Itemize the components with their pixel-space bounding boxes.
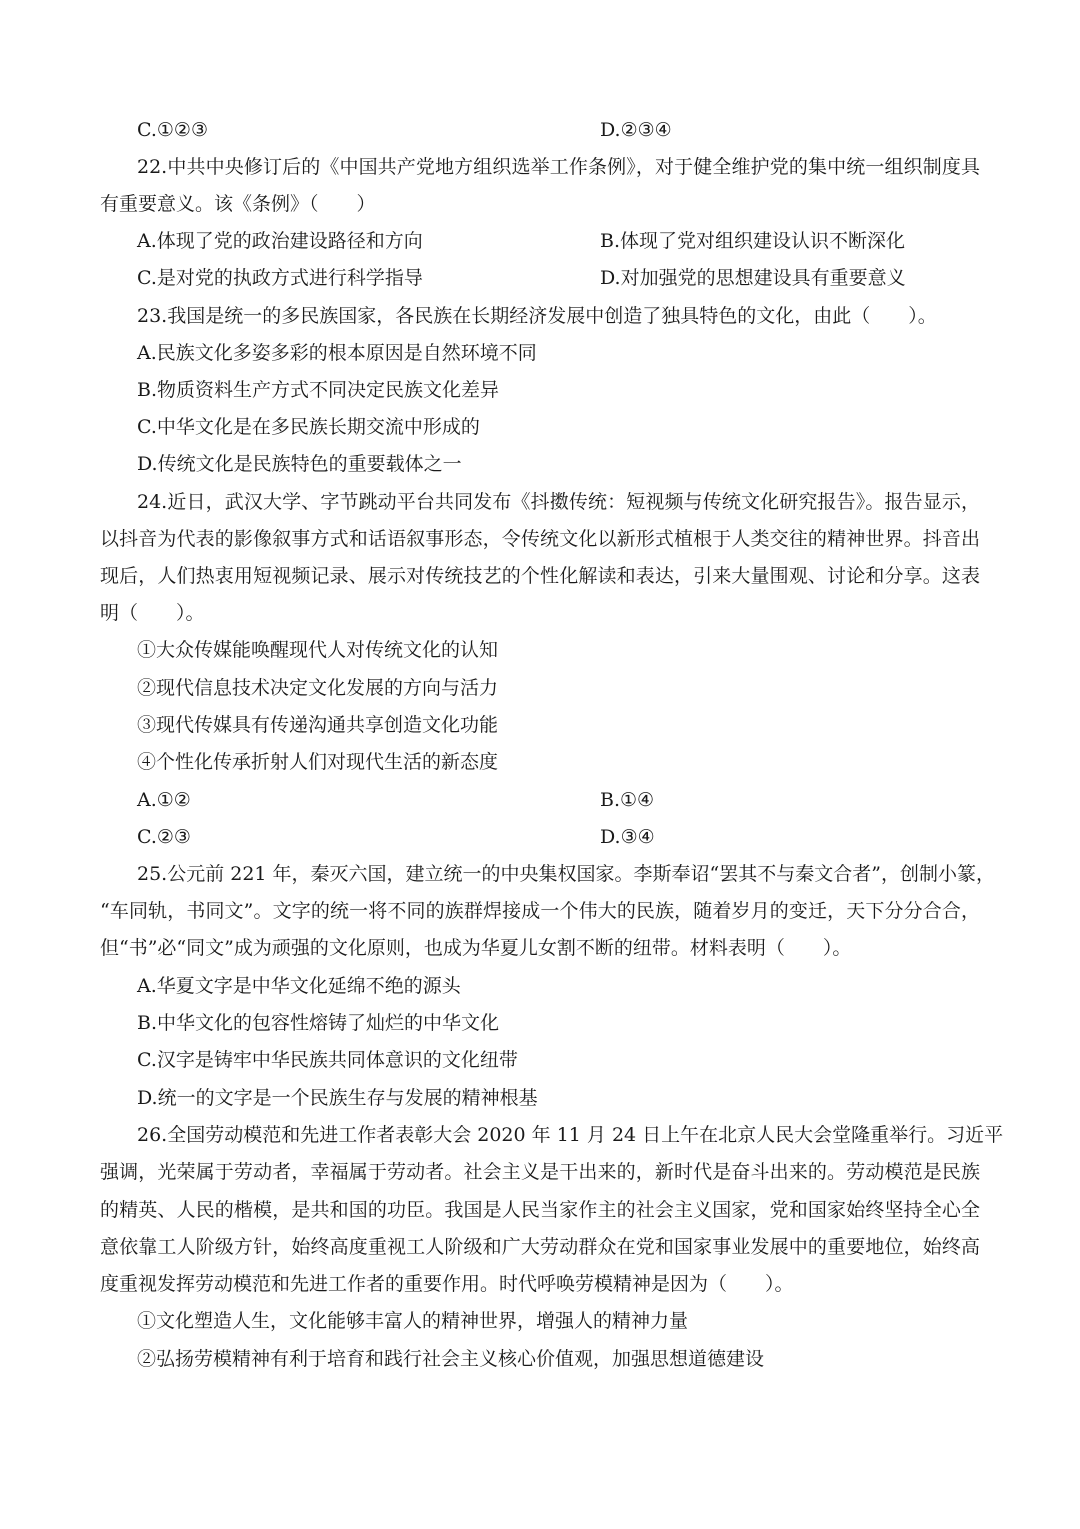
q25-option-c: C.汉字是铸牢中华民族共同体意识的文化纽带 [137, 1049, 518, 1071]
q22-options-row-cd [137, 260, 980, 297]
q24-option-a: A.①② [137, 789, 191, 811]
q25-stem-line-3: 但“书”必“同文”成为顽强的文化原则，也成为华夏儿女割不断的纽带。材料表明（ ）。 [100, 937, 852, 959]
q24-stem-line-4: 明（ ）。 [100, 602, 205, 624]
q23-stem: 23.我国是统一的多民族国家，各民族在长期经济发展中创造了独具特色的文化，由此（ ）。 [137, 305, 937, 327]
q25-option-d: D.统一的文字是一个民族生存与发展的精神根基 [137, 1087, 538, 1109]
q23-option-b: B.物质资料生产方式不同决定民族文化差异 [137, 379, 500, 401]
q22-option-a: A.体现了党的政治建设路径和方向 [137, 230, 423, 252]
q24-options-row-ab [137, 782, 980, 819]
q21-option-d: D.②③④ [600, 119, 672, 141]
q25-stem-line-1: 25.公元前 221 年，秦灭六国，建立统一的中央集权国家。李斯奉诏“罢其不与秦文合者”，创制小篆， [137, 863, 995, 885]
q23-option-c: C.中华文化是在多民族长期交流中形成的 [137, 416, 480, 438]
q24-option-b: B.①④ [600, 789, 655, 811]
q26-statement-2: ②弘扬劳模精神有利于培育和践行社会主义核心价值观，加强思想道德建设 [137, 1348, 765, 1370]
q24-statement-1: ①大众传媒能唤醒现代人对传统文化的认知 [137, 639, 499, 661]
q23-option-a: A.民族文化多姿多彩的根本原因是自然环境不同 [137, 342, 537, 364]
q24-stem-line-2: 以抖音为代表的影像叙事方式和话语叙事形态，令传统文化以新形式植根于人类交往的精神世界。抖音出 [100, 528, 980, 550]
q25-option-a: A.华夏文字是中华文化延绵不绝的源头 [137, 975, 461, 997]
q25-option-b: B.中华文化的包容性熔铸了灿烂的中华文化 [137, 1012, 500, 1034]
q22-option-d: D.对加强党的思想建设具有重要意义 [600, 267, 906, 289]
q22-stem-line-2: 有重要意义。该《条例》（ ） [100, 193, 376, 215]
q26-stem-line-5: 度重视发挥劳动模范和先进工作者的重要作用。时代呼唤劳模精神是因为（ ）。 [100, 1273, 794, 1295]
q22-option-b: B.体现了党对组织建设认识不断深化 [600, 230, 906, 252]
q26-statement-1: ①文化塑造人生，文化能够丰富人的精神世界，增强人的精神力量 [137, 1310, 689, 1332]
q24-statement-3: ③现代传媒具有传递沟通共享创造文化功能 [137, 714, 499, 736]
q21-options-row-cd [137, 112, 980, 149]
q24-option-d: D.③④ [600, 826, 655, 848]
q24-stem-line-3: 现后，人们热衷用短视频记录、展示对传统技艺的个性化解读和表达，引来大量围观、讨论和分享。这表 [100, 565, 980, 587]
q26-stem-line-3: 的精英、人民的楷模，是共和国的功臣。我国是人民当家作主的社会主义国家，党和国家始终坚持全心全 [100, 1199, 980, 1221]
q26-stem-line-2: 强调，光荣属于劳动者，幸福属于劳动者。社会主义是干出来的，新时代是奋斗出来的。劳动模范是民族 [100, 1161, 980, 1183]
q22-options-row-ab [137, 223, 980, 260]
q24-options-row-cd [137, 819, 980, 856]
q26-stem-line-4: 意依靠工人阶级方针，始终高度重视工人阶级和广大劳动群众在党和国家事业发展中的重要地位，始终高 [100, 1236, 980, 1258]
q26-stem-line-1: 26.全国劳动模范和先进工作者表彰大会 2020 年 11 月 24 日上午在北京人民大会堂隆重举行。习近平 [137, 1124, 1004, 1146]
q22-option-c: C.是对党的执政方式进行科学指导 [137, 267, 423, 289]
q21-option-c: C.①②③ [137, 119, 208, 141]
q24-stem-line-1: 24.近日，武汉大学、字节跳动平台共同发布《抖擞传统：短视频与传统文化研究报告》。报告显示， [137, 491, 980, 513]
q24-statement-4: ④个性化传承折射人们对现代生活的新态度 [137, 751, 499, 773]
q25-stem-line-2: “车同轨，书同文”。文字的统一将不同的族群焊接成一个伟大的民族，随着岁月的变迁，天下分分合合， [100, 900, 980, 922]
q23-option-d: D.传统文化是民族特色的重要载体之一 [137, 453, 462, 475]
q24-option-c: C.②③ [137, 826, 191, 848]
q24-statement-2: ②现代信息技术决定文化发展的方向与活力 [137, 677, 499, 699]
q22-stem-line-1: 22.中共中央修订后的《中国共产党地方组织选举工作条例》，对于健全维护党的集中统一组织制度具 [137, 156, 980, 178]
